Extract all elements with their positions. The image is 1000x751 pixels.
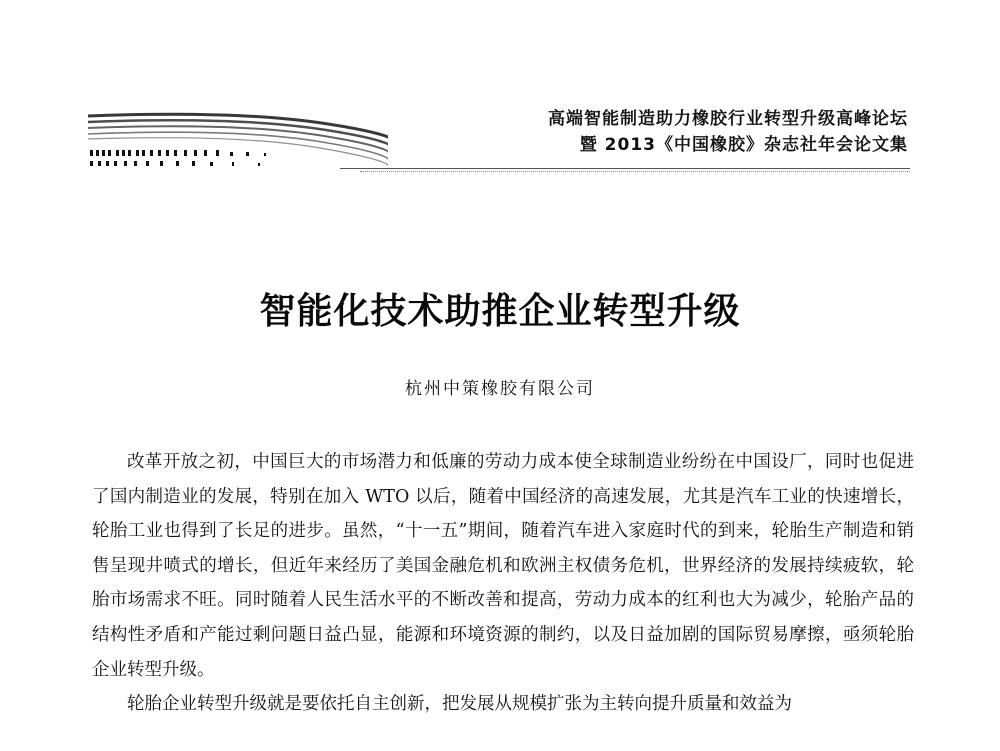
header-divider [340,168,910,169]
header-ornament [88,108,388,173]
header-line-1: 高端智能制造助力橡胶行业转型升级高峰论坛 [548,109,908,129]
article-author: 杭州中策橡胶有限公司 [405,379,595,399]
article-title: 智能化技术助推企业转型升级 [259,291,741,332]
ornament-stripes [88,114,388,170]
paragraph-1: 改革开放之初，中国巨大的市场潜力和低廉的劳动力成本使全球制造业纷纷在中国设厂，同时也促进了国内制造业的发展，特别在加入 WTO 以后，随着中国经济的高速发展，尤其是汽车工业的快速增长，轮胎工业也得到了长足的进步。虽然，“十一五”期间，随着汽车进入家庭时代的到来，轮胎生产制造和销售呈现井喷式的增长，但近年来经历了美国金融危机和欧洲主权债务危机，世界经济的发展持续疲软，轮胎市场需求不旺。同时随着人民生活水平的不断改善和提高，劳动力成本的红利也大为减少，轮胎产品的结构性矛盾和产能过剩问题日益凸显，能源和环境资源的制约，以及日益加剧的国际贸易摩擦，亟须轮胎企业转型升级。 [92,452,914,680]
header-conference-info [548,106,908,158]
header-divider-dotted [360,171,910,172]
paragraph-2: 轮胎企业转型升级就是要依托自主创新，把发展从规模扩张为主转向提升质量和效益为 [127,694,792,715]
article-body [92,445,914,722]
ornament-dots [90,150,266,166]
header-line-2: 暨 2013《中国橡胶》杂志社年会论文集 [579,135,908,155]
